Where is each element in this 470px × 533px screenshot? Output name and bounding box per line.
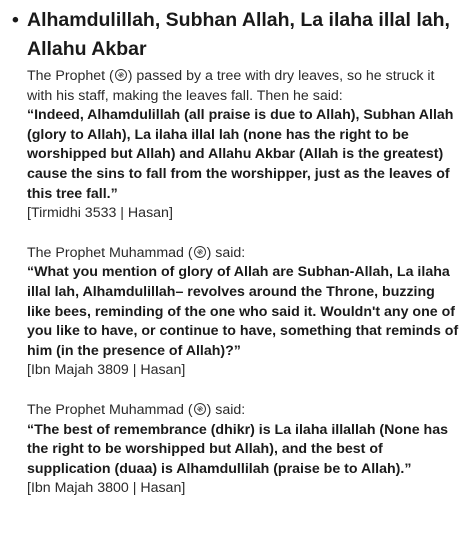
hadith-section-3 — [27, 401, 462, 499]
hadith-intro — [27, 244, 462, 264]
salawat-seal-icon — [194, 403, 206, 415]
divider — [27, 381, 462, 401]
intro-text-end: ) said: — [206, 244, 246, 261]
heading-title: Alhamdulillah, Subhan Allah, La ilaha illal lah, Allahu Akbar — [27, 9, 450, 60]
intro-text-start: The Prophet Muhammad ( — [27, 401, 193, 418]
hadith-intro — [27, 401, 462, 421]
intro-text-end: ) said: — [206, 401, 246, 418]
hadith-intro — [27, 67, 462, 106]
intro-text-end: ) passed by a tree with dry leaves, so he struck it with his staff, making the leaves fall. Then he said: — [27, 68, 435, 104]
heading — [12, 6, 462, 64]
salawat-seal-icon — [115, 69, 127, 81]
bullet-icon: • — [12, 9, 19, 31]
hadith-reference: [Tirmidhi 3533 | Hasan] — [27, 205, 173, 222]
intro-text-start: The Prophet ( — [27, 68, 114, 84]
hadith-quote: “The best of remembrance (dhikr) is La ilaha illallah (None has the right to be worshipped but Allah), and the best of supplication (duaa) is Alhamdullilah (praise be to Allah).” — [27, 421, 449, 477]
hadith-section-2 — [27, 244, 462, 381]
hadith-reference: [Ibn Majah 3800 | Hasan] — [27, 480, 186, 497]
divider — [27, 224, 462, 244]
salawat-seal-icon — [194, 246, 206, 258]
hadith-section-1 — [27, 67, 462, 224]
hadith-quote: “What you mention of glory of Allah are Subhan-Allah, La ilaha illal lah, Alhamdulillah– revolves around the Throne, buzzing like bees, reminding of the one who said it. Wouldn't any one of you like to have, or continue to have, something that reminds of him (in the presence of Allah)?” — [27, 264, 459, 359]
hadith-reference: [Ibn Majah 3809 | Hasan] — [27, 362, 186, 379]
hadith-quote: “Indeed, Alhamdulillah (all praise is due to Allah), Subhan Allah (glory to Allah), La ilaha illal lah (none has the right to be worshipped but Allah) and Allahu Akbar (Allah is the greatest) cause the sins to fall from the worshipper, just as the leaves of this tree fall.” — [27, 107, 454, 202]
intro-text-start: The Prophet Muhammad ( — [27, 244, 193, 261]
